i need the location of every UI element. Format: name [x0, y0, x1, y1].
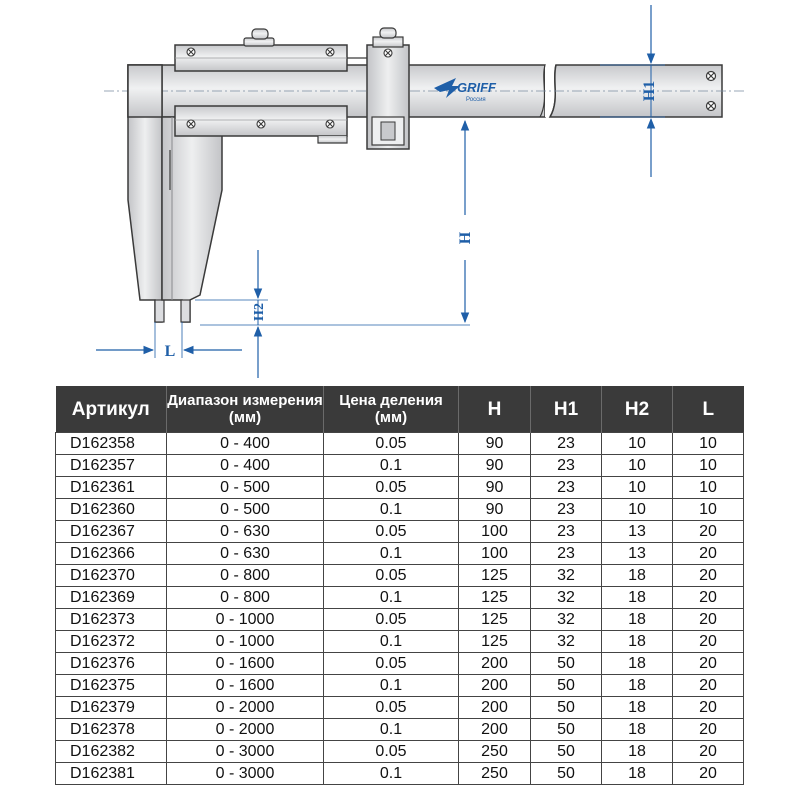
- cell-l: 10: [673, 499, 744, 521]
- cell-article: D162369: [56, 587, 167, 609]
- slider-screw-1-icon: [187, 120, 195, 128]
- cell-division: 0.05: [324, 477, 459, 499]
- cell-range: 0 - 800: [167, 565, 324, 587]
- cell-article: D162381: [56, 763, 167, 785]
- dimension-h: [200, 121, 474, 325]
- header-h2: H2: [602, 386, 673, 433]
- cell-h: 125: [459, 565, 531, 587]
- label-h: H: [457, 231, 474, 245]
- cell-division: 0.1: [324, 587, 459, 609]
- cell-division: 0.05: [324, 653, 459, 675]
- cell-h1: 50: [531, 653, 602, 675]
- cell-l: 10: [673, 433, 744, 455]
- cell-h1: 50: [531, 763, 602, 785]
- cell-h2: 10: [602, 433, 673, 455]
- cell-h: 90: [459, 499, 531, 521]
- cell-range: 0 - 3000: [167, 763, 324, 785]
- label-h1: H1: [641, 80, 658, 102]
- logo-subtext: Россия: [466, 97, 486, 103]
- cell-article: D162366: [56, 543, 167, 565]
- cell-l: 10: [673, 477, 744, 499]
- beam-screw-top-icon: [707, 72, 716, 81]
- table-row: [56, 675, 744, 697]
- cell-h: 250: [459, 763, 531, 785]
- cell-h2: 10: [602, 477, 673, 499]
- cell-division: 0.1: [324, 543, 459, 565]
- spec-table: [55, 386, 744, 785]
- cell-range: 0 - 1600: [167, 675, 324, 697]
- cell-division: 0.1: [324, 631, 459, 653]
- cell-range: 0 - 2000: [167, 719, 324, 741]
- cell-l: 20: [673, 741, 744, 763]
- cell-h2: 10: [602, 499, 673, 521]
- cell-h: 90: [459, 477, 531, 499]
- cell-h2: 18: [602, 697, 673, 719]
- cell-division: 0.05: [324, 697, 459, 719]
- cell-h: 100: [459, 521, 531, 543]
- cell-range: 0 - 2000: [167, 697, 324, 719]
- cell-division: 0.1: [324, 455, 459, 477]
- cell-h: 90: [459, 433, 531, 455]
- table-row: [56, 697, 744, 719]
- cell-article: D162375: [56, 675, 167, 697]
- fine-adjust-screw-icon: [384, 49, 392, 57]
- cell-h: 125: [459, 609, 531, 631]
- cell-article: D162370: [56, 565, 167, 587]
- label-h2: H2: [252, 303, 267, 321]
- cell-h1: 50: [531, 697, 602, 719]
- cell-h2: 10: [602, 455, 673, 477]
- caliper-diagram: [0, 0, 798, 386]
- cell-article: D162376: [56, 653, 167, 675]
- cell-l: 20: [673, 521, 744, 543]
- table-body: [56, 433, 744, 785]
- table-row: [56, 719, 744, 741]
- cell-l: 20: [673, 697, 744, 719]
- cell-l: 20: [673, 675, 744, 697]
- cell-h2: 18: [602, 631, 673, 653]
- cell-h2: 18: [602, 653, 673, 675]
- logo-text: GRIFF: [457, 80, 496, 95]
- cell-h: 200: [459, 719, 531, 741]
- cell-h: 125: [459, 631, 531, 653]
- cell-h1: 23: [531, 433, 602, 455]
- cell-article: D162357: [56, 455, 167, 477]
- beam-screw-bottom-icon: [707, 102, 716, 111]
- cell-article: D162373: [56, 609, 167, 631]
- header-division: Цена деления (мм): [324, 386, 459, 433]
- cell-h1: 32: [531, 609, 602, 631]
- cell-h: 125: [459, 587, 531, 609]
- table-row: [56, 741, 744, 763]
- header-article: Артикул: [56, 386, 167, 433]
- cell-division: 0.05: [324, 741, 459, 763]
- cell-h2: 13: [602, 521, 673, 543]
- cell-range: 0 - 1600: [167, 653, 324, 675]
- cell-division: 0.05: [324, 565, 459, 587]
- cell-h1: 23: [531, 521, 602, 543]
- cell-h1: 32: [531, 587, 602, 609]
- cell-h1: 50: [531, 719, 602, 741]
- cell-division: 0.1: [324, 499, 459, 521]
- cell-l: 20: [673, 653, 744, 675]
- cell-article: D162358: [56, 433, 167, 455]
- cell-range: 0 - 1000: [167, 609, 324, 631]
- cell-h1: 50: [531, 741, 602, 763]
- header-h: H: [459, 386, 531, 433]
- cell-range: 0 - 400: [167, 433, 324, 455]
- cell-article: D162367: [56, 521, 167, 543]
- table-row: [56, 565, 744, 587]
- cell-division: 0.05: [324, 521, 459, 543]
- cell-h1: 23: [531, 455, 602, 477]
- cell-h1: 32: [531, 565, 602, 587]
- cell-h2: 18: [602, 587, 673, 609]
- cell-l: 20: [673, 719, 744, 741]
- cell-l: 20: [673, 543, 744, 565]
- slider-screw-3-icon: [326, 120, 334, 128]
- cell-article: D162378: [56, 719, 167, 741]
- cell-l: 20: [673, 609, 744, 631]
- cell-range: 0 - 630: [167, 543, 324, 565]
- header-l: L: [673, 386, 744, 433]
- cell-h2: 18: [602, 741, 673, 763]
- cell-h2: 18: [602, 719, 673, 741]
- cell-range: 0 - 400: [167, 455, 324, 477]
- cell-h: 200: [459, 653, 531, 675]
- cell-range: 0 - 3000: [167, 741, 324, 763]
- table-row: [56, 653, 744, 675]
- slider-screw-right-icon: [326, 48, 334, 56]
- cell-division: 0.05: [324, 433, 459, 455]
- cell-article: D162382: [56, 741, 167, 763]
- cell-range: 0 - 800: [167, 587, 324, 609]
- cell-article: D162379: [56, 697, 167, 719]
- cell-l: 20: [673, 763, 744, 785]
- slider-screw-left-icon: [187, 48, 195, 56]
- slider-screw-2-icon: [257, 120, 265, 128]
- table-header-row: [56, 386, 744, 433]
- table-row: [56, 477, 744, 499]
- cell-range: 0 - 500: [167, 477, 324, 499]
- cell-h1: 50: [531, 675, 602, 697]
- sliding-jaw: [162, 117, 222, 322]
- cell-h1: 32: [531, 631, 602, 653]
- cell-h2: 13: [602, 543, 673, 565]
- table-row: [56, 433, 744, 455]
- cell-article: D162372: [56, 631, 167, 653]
- cell-h1: 23: [531, 477, 602, 499]
- cell-h2: 18: [602, 609, 673, 631]
- table-row: [56, 521, 744, 543]
- cell-division: 0.1: [324, 675, 459, 697]
- cell-article: D162361: [56, 477, 167, 499]
- cell-division: 0.1: [324, 763, 459, 785]
- cell-h1: 23: [531, 543, 602, 565]
- cell-article: D162360: [56, 499, 167, 521]
- table-row: [56, 499, 744, 521]
- cell-range: 0 - 500: [167, 499, 324, 521]
- cell-h: 250: [459, 741, 531, 763]
- table-row: [56, 631, 744, 653]
- cell-h2: 18: [602, 565, 673, 587]
- cell-h: 200: [459, 697, 531, 719]
- fixed-jaw: [128, 65, 164, 322]
- cell-l: 20: [673, 587, 744, 609]
- cell-h: 100: [459, 543, 531, 565]
- table-row: [56, 763, 744, 785]
- table-row: [56, 543, 744, 565]
- label-l: L: [164, 343, 176, 360]
- cell-h2: 18: [602, 675, 673, 697]
- cell-h1: 23: [531, 499, 602, 521]
- cell-range: 0 - 1000: [167, 631, 324, 653]
- cell-division: 0.1: [324, 719, 459, 741]
- table-row: [56, 455, 744, 477]
- cell-l: 20: [673, 631, 744, 653]
- dimension-l: [96, 322, 242, 360]
- cell-h: 90: [459, 455, 531, 477]
- header-range: Диапазон измерения (мм): [167, 386, 324, 433]
- cell-h: 200: [459, 675, 531, 697]
- table-row: [56, 609, 744, 631]
- cell-l: 20: [673, 565, 744, 587]
- header-h1: H1: [531, 386, 602, 433]
- table-row: [56, 587, 744, 609]
- slider-top-plate: [175, 29, 347, 71]
- cell-division: 0.05: [324, 609, 459, 631]
- cell-l: 10: [673, 455, 744, 477]
- cell-range: 0 - 630: [167, 521, 324, 543]
- cell-h2: 18: [602, 763, 673, 785]
